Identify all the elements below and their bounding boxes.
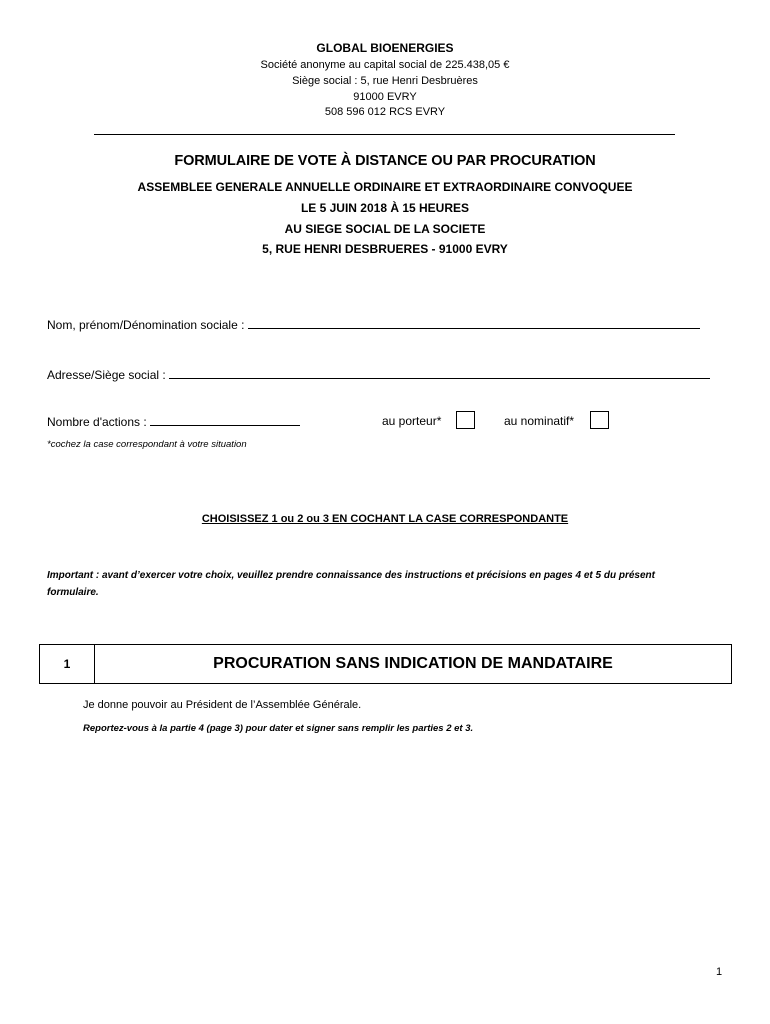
name-field-input[interactable]: [248, 317, 700, 329]
bearer-checkbox[interactable]: [456, 411, 475, 429]
important-notice-line-1: Important : avant d’exercer votre choix, veuillez prendre connaissance des instructions et précisions en pages 4 et 5 du présent: [47, 570, 655, 581]
company-capital-line: Société anonyme au capital social de 225.438,05 €: [260, 59, 510, 71]
registered-label: au nominatif*: [504, 414, 575, 428]
company-address-line: Siège social : 5, rue Henri Desbruères: [292, 75, 478, 87]
address-field-row: [47, 367, 710, 382]
page-number: 1: [716, 966, 723, 978]
section-1-title: PROCURATION SANS INDICATION DE MANDATAIRE: [213, 655, 613, 672]
company-city-line: 91000 EVRY: [353, 91, 417, 103]
choose-option-instruction: CHOISISSEZ 1 ou 2 ou 3 EN COCHANT LA CASE CORRESPONDANTE: [201, 513, 569, 525]
section-1-instruction: Reportez-vous à la partie 4 (page 3) pour dater et signer sans remplir les parties 2 et 3.: [83, 723, 474, 734]
important-notice: [47, 567, 742, 601]
important-notice-line-2: formulaire.: [47, 587, 99, 598]
section-1-header: [39, 644, 732, 684]
shares-field-row: [47, 414, 300, 429]
company-rcs-line: 508 596 012 RCS EVRY: [324, 106, 446, 118]
address-field-label: Adresse/Siège social :: [47, 368, 166, 382]
bearer-label: au porteur*: [382, 414, 442, 428]
section-1-text: Je donne pouvoir au Président de l’Assemblée Générale.: [83, 699, 362, 711]
registered-checkbox[interactable]: [590, 411, 609, 429]
meeting-date-line: LE 5 JUIN 2018 À 15 HEURES: [300, 201, 470, 215]
meeting-address-line: 5, RUE HENRI DESBRUERES - 91000 EVRY: [262, 242, 508, 256]
address-field-input[interactable]: [169, 367, 710, 379]
shares-field-input[interactable]: [150, 414, 300, 426]
section-1-number: 1: [40, 645, 95, 683]
checkbox-note: *cochez la case correspondant à votre situation: [47, 439, 247, 450]
name-field-label: Nom, prénom/Dénomination sociale :: [47, 318, 245, 332]
header-divider: [94, 134, 675, 135]
form-title: FORMULAIRE DE VOTE À DISTANCE OU PAR PROCURATION: [174, 153, 596, 169]
meeting-type-line: ASSEMBLEE GENERALE ANNUELLE ORDINAIRE ET EXTRAORDINAIRE CONVOQUEE: [137, 180, 633, 194]
shares-field-label: Nombre d'actions :: [47, 415, 147, 429]
company-name: GLOBAL BIOENERGIES: [316, 41, 454, 55]
name-field-row: [47, 317, 700, 332]
meeting-place-line: AU SIEGE SOCIAL DE LA SOCIETE: [284, 222, 486, 236]
